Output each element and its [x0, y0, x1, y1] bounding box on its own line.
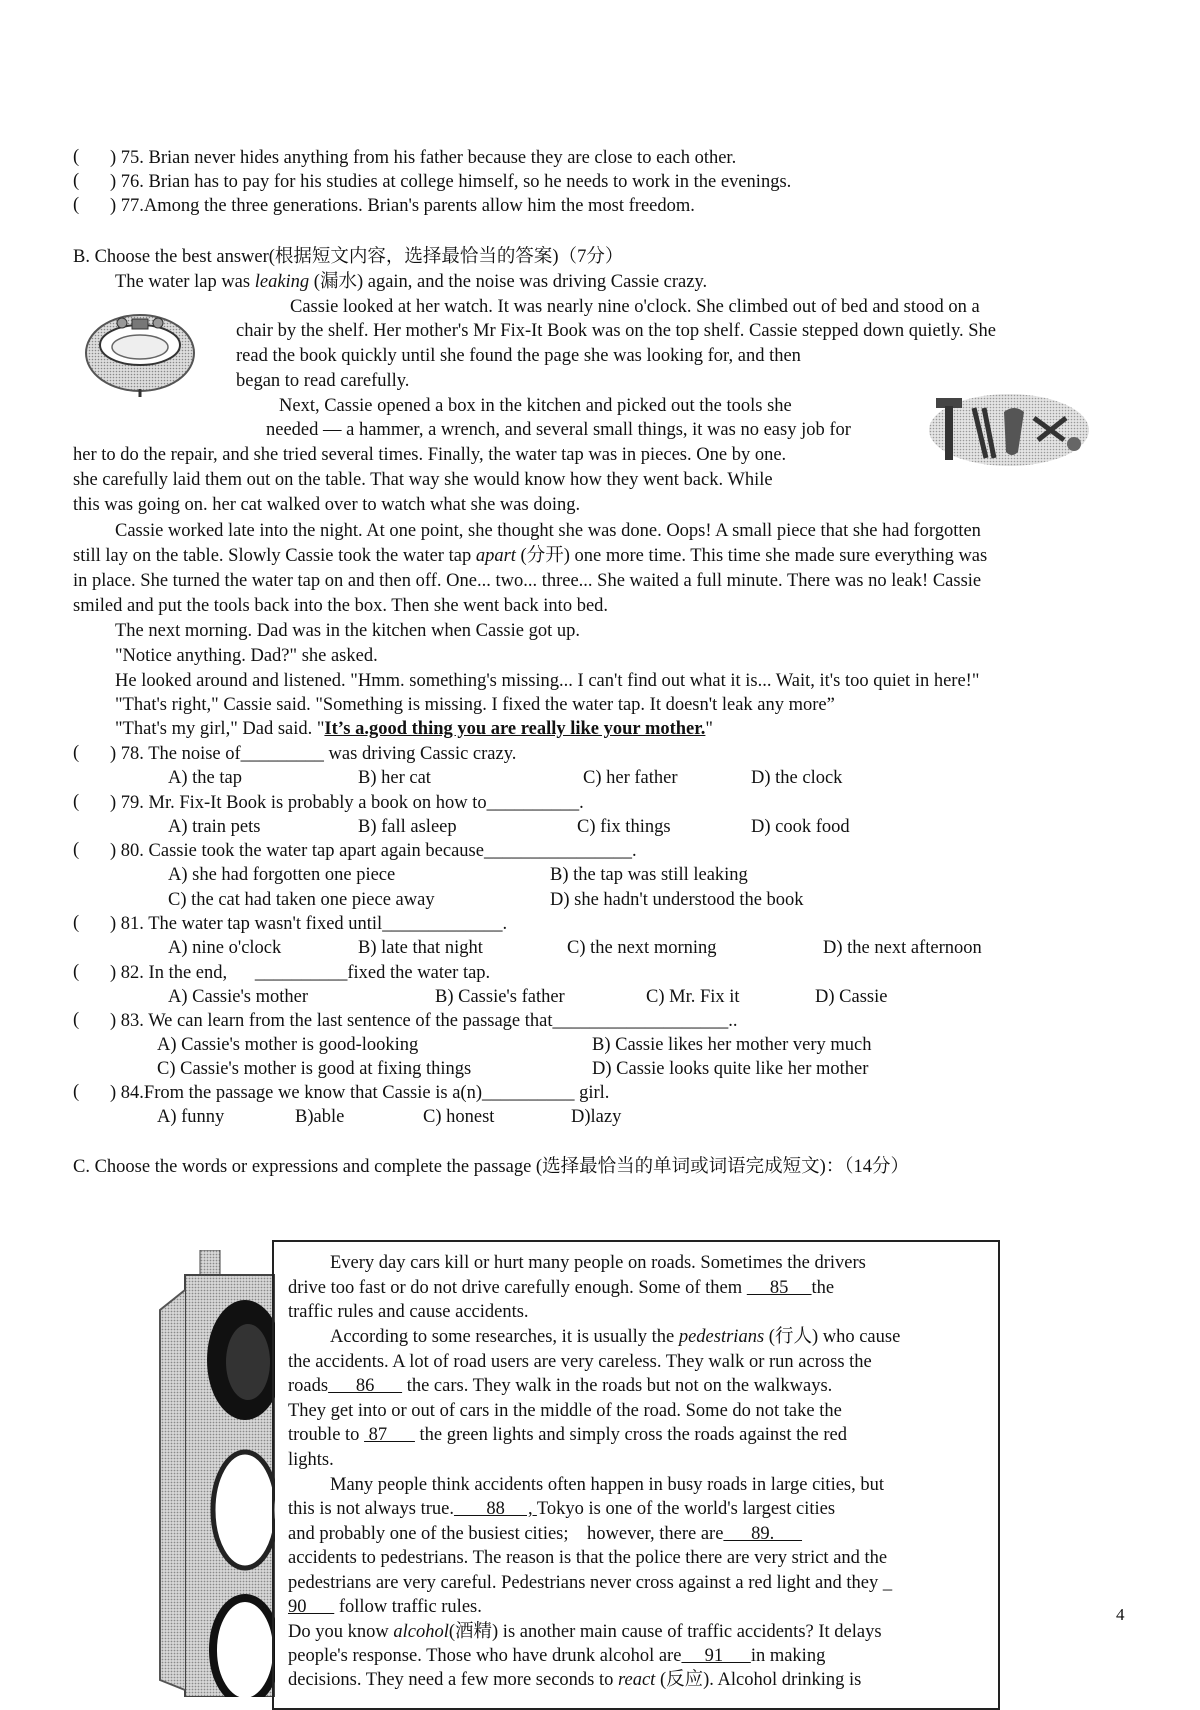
question-text: ) 76. Brian has to pay for his studies at college himself, so he needs to work in the evenings. [110, 172, 792, 192]
passage-line: smiled and put the tools back into the box. Then she went back into bed. [73, 596, 609, 616]
option: C) her father [583, 768, 678, 788]
option: C) the cat had taken one piece away [168, 890, 435, 910]
sink-icon [82, 313, 204, 397]
passage-line: Cassie looked at her watch. It was nearly nine o'clock. She climbed out of bed and stood on a [290, 297, 980, 317]
option: B)able [295, 1107, 345, 1127]
passage-line: people's response. Those who have drunk alcohol are 91 in making [288, 1646, 826, 1666]
option: D) the next afternoon [823, 938, 982, 958]
option: D) she hadn't understood the book [550, 890, 804, 910]
option: B) her cat [358, 768, 431, 788]
answer-paren: ( [73, 147, 80, 167]
option: C) honest [423, 1107, 495, 1127]
passage-line: this is not always true. 88 , Tokyo is one of the world's largest cities [288, 1499, 836, 1519]
option: B) Cassie's father [435, 987, 565, 1007]
tools-icon [926, 388, 1092, 468]
option: A) funny [157, 1107, 225, 1127]
passage-line: roads 86 the cars. They walk in the roads but not on the walkways. [288, 1376, 833, 1396]
blank-89: 89. [723, 1524, 803, 1544]
passage-line: 90 follow traffic rules. [288, 1597, 482, 1617]
answer-paren: ( [73, 1010, 80, 1030]
passage-line: accidents to pedestrians. The reason is that the police there are very strict and the [288, 1548, 888, 1568]
option: B) the tap was still leaking [550, 865, 748, 885]
passage-line: Cassie worked late into the night. At one point, she thought she was done. Oops! A small piece that she had forgotten [115, 521, 981, 541]
question-stem: ) 80. Cassie took the water tap apart again because________________. [110, 841, 637, 861]
section-b-heading: B. Choose the best answer(根据短文内容，选择最恰当的答案)（7分） [73, 247, 624, 267]
option: C) fix things [577, 817, 671, 837]
blank-87: 87 [364, 1425, 415, 1445]
option: B) Cassie likes her mother very much [592, 1035, 872, 1055]
option: A) train pets [168, 817, 261, 837]
option: A) she had forgotten one piece [168, 865, 396, 885]
answer-paren: ( [73, 792, 80, 812]
option: D) cook food [751, 817, 850, 837]
passage-line: Every day cars kill or hurt many people on roads. Sometimes the drivers [330, 1253, 866, 1273]
passage-line: her to do the repair, and she tried several times. Finally, the water tap was in pieces. One by one. [73, 445, 787, 465]
passage-line: The next morning. Dad was in the kitchen when Cassie got up. [115, 621, 580, 641]
passage-line: needed — a hammer, a wrench, and several small things, it was no easy job for [266, 420, 851, 440]
passage-line: "That's my girl," Dad said. "It’s a.good thing you are really like your mother." [115, 719, 713, 739]
passage-line: They get into or out of cars in the middle of the road. Some do not take the [288, 1401, 842, 1421]
option: A) Cassie's mother is good-looking [157, 1035, 419, 1055]
blank-90: 90 [288, 1597, 335, 1617]
option: C) Mr. Fix it [646, 987, 740, 1007]
passage-line: she carefully laid them out on the table. That way she would know how they went back. While [73, 470, 773, 490]
option: D) the clock [751, 768, 843, 788]
question-stem: ) 83. We can learn from the last sentence of the passage that___________________.. [110, 1011, 738, 1031]
question-text: ) 75. Brian never hides anything from his father because they are close to each other. [110, 148, 737, 168]
traffic-light-icon [140, 1250, 275, 1697]
passage-line: The water lap was leaking (漏水) again, and the noise was driving Cassie crazy. [115, 272, 708, 292]
passage-line: read the book quickly until she found the page she was looking for, and then [236, 346, 801, 366]
passage-line: this was going on. her cat walked over to watch what she was doing. [73, 495, 581, 515]
passage-line: decisions. They need a few more seconds to react (反应). Alcohol drinking is [288, 1670, 862, 1690]
option: C) the next morning [567, 938, 717, 958]
passage-line: the accidents. A lot of road users are very careless. They walk or run across the [288, 1352, 872, 1372]
passage-line: and probably one of the busiest cities; however, there are 89. [288, 1524, 803, 1544]
passage-line: "Notice anything. Dad?" she asked. [115, 646, 378, 666]
option: C) Cassie's mother is good at fixing things [157, 1059, 472, 1079]
option: A) the tap [168, 768, 242, 788]
blank-91: 91 [681, 1646, 751, 1666]
passage-line: still lay on the table. Slowly Cassie took the water tap apart (分开) one more time. This time she made sure everything was [73, 546, 988, 566]
question-stem: ) 84.From the passage we know that Cassie is a(n)__________ girl. [110, 1083, 610, 1103]
answer-paren: ( [73, 913, 80, 933]
passage-line: began to read carefully. [236, 371, 410, 391]
passage-line: in place. She turned the water tap on and then off. One... two... three... She waited a full minute. There was no leak! Cassie [73, 571, 982, 591]
passage-line: drive too fast or do not drive carefully enough. Some of them 85 the [288, 1278, 835, 1298]
passage-line: lights. [288, 1450, 334, 1470]
passage-line: trouble to 87 the green lights and simply cross the roads against the red [288, 1425, 847, 1445]
question-stem: ) 79. Mr. Fix-It Book is probably a book on how to__________. [110, 793, 584, 813]
option: D)lazy [571, 1107, 622, 1127]
blank-86: 86 [328, 1376, 403, 1396]
passage-line: traffic rules and cause accidents. [288, 1302, 529, 1322]
page-number: 4 [1116, 1605, 1125, 1624]
passage-line: "That's right," Cassie said. "Something is missing. I fixed the water tap. It doesn't leak any more” [115, 695, 835, 715]
answer-paren: ( [73, 195, 80, 215]
option: D) Cassie [815, 987, 888, 1007]
question-stem: ) 78. The noise of_________ was driving Cassic crazy. [110, 744, 517, 764]
passage-line: chair by the shelf. Her mother's Mr Fix-It Book was on the top shelf. Cassie stepped down quietly. She [236, 321, 996, 341]
passage-line: Many people think accidents often happen in busy roads in large cities, but [330, 1475, 885, 1495]
answer-paren: ( [73, 743, 80, 763]
option: A) nine o'clock [168, 938, 282, 958]
answer-paren: ( [73, 171, 80, 191]
option: D) Cassie looks quite like her mother [592, 1059, 869, 1079]
passage-line: Next, Cassie opened a box in the kitchen and picked out the tools she [279, 396, 792, 416]
answer-paren: ( [73, 962, 80, 982]
option: A) Cassie's mother [168, 987, 309, 1007]
question-stem: ) 82. In the end, __________fixed the water tap. [110, 963, 491, 983]
passage-line: pedestrians are very careful. Pedestrians never cross against a red light and they _ [288, 1573, 893, 1593]
passage-line: He looked around and listened. "Hmm. something's missing... I can't find out what it is... Wait, it's too quiet in here!" [115, 671, 980, 691]
option: B) late that night [358, 938, 483, 958]
blank-85: 85 [746, 1278, 812, 1298]
passage-line: According to some researches, it is usually the pedestrians (行人) who cause [330, 1327, 901, 1347]
question-text: ) 77.Among the three generations. Brian's parents allow him the most freedom. [110, 196, 695, 216]
option: B) fall asleep [358, 817, 457, 837]
answer-paren: ( [73, 840, 80, 860]
question-stem: ) 81. The water tap wasn't fixed until_____________. [110, 914, 508, 934]
blank-88: 88 , [453, 1499, 537, 1519]
section-c-heading: C. Choose the words or expressions and complete the passage (选择最恰当的单词或词语完成短文)：（14分） [73, 1157, 909, 1177]
answer-paren: ( [73, 1082, 80, 1102]
passage-line: Do you know alcohol(酒精) is another main cause of traffic accidents? It delays [288, 1622, 882, 1642]
